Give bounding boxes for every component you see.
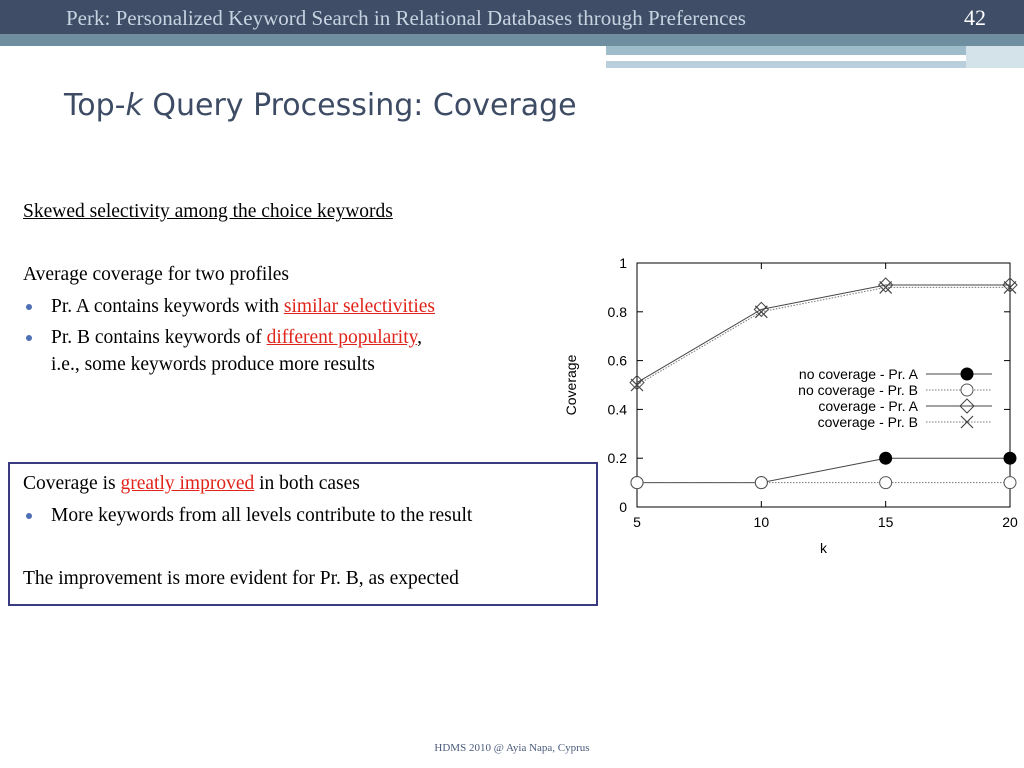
series-1-point <box>1004 452 1016 464</box>
x-tick-label: 15 <box>877 514 894 530</box>
header-accent-stripe-1 <box>606 46 966 55</box>
callout-bullet: More keywords from all levels contribute to the result <box>51 505 473 526</box>
bullet-dot <box>26 335 32 341</box>
slide-title-k: k <box>125 88 143 123</box>
x-tick-label: 10 <box>753 514 770 530</box>
series-2-point <box>1004 477 1016 489</box>
callout-line-1-start: Coverage is <box>23 473 121 494</box>
x-tick-label: 20 <box>1002 514 1018 530</box>
section-heading: Skewed selectivity among the choice keywords <box>23 201 393 222</box>
y-tick-label: 0.8 <box>607 303 627 320</box>
bullet-dot <box>26 513 32 519</box>
legend-label: no coverage - Pr. A <box>798 366 918 382</box>
bullet-profile-b-comma: , <box>417 327 422 348</box>
x-tick-label: 5 <box>633 514 641 530</box>
slide-title-prefix: Top- <box>64 88 126 123</box>
greatly-improved-highlight: greatly improved <box>120 473 255 494</box>
callout-line-1 <box>23 474 360 494</box>
bullet-profile-a-text: Pr. A contains keywords with <box>51 296 284 317</box>
bullet-profile-b <box>51 328 422 348</box>
callout-conclusion: The improvement is more evident for Pr. B, as expected <box>23 568 459 589</box>
callout-line-1-end: in both cases <box>254 473 360 494</box>
presentation-title: Perk: Personalized Keyword Search in Relational Databases through Preferences <box>66 6 746 30</box>
legend-label: no coverage - Pr. B <box>798 382 918 398</box>
series-2-point <box>755 477 767 489</box>
bullet-profile-b-continuation: i.e., some keywords produce more results <box>51 354 375 375</box>
slide-title-rest: Query Processing: Coverage <box>142 88 577 123</box>
y-tick-label: 1 <box>619 255 627 271</box>
different-popularity-highlight: different popularity <box>266 327 418 348</box>
header-accent-stripe-2 <box>606 61 966 68</box>
slide-title <box>64 88 577 123</box>
similar-selectivities-highlight: similar selectivities <box>283 296 436 317</box>
bullet-profile-a <box>51 297 435 317</box>
bullet-dot <box>26 304 32 310</box>
legend-label: coverage - Pr. A <box>818 398 918 414</box>
header-accent-band <box>0 34 1024 46</box>
y-tick-label: 0 <box>619 499 627 515</box>
profiles-intro: Average coverage for two profiles <box>23 264 290 285</box>
legend-label: coverage - Pr. B <box>817 414 918 430</box>
series-2-point <box>880 477 892 489</box>
legend-marker <box>961 384 973 396</box>
y-tick-label: 0.2 <box>607 450 627 467</box>
y-tick-label: 0.6 <box>607 352 627 369</box>
header-bar <box>0 0 1024 34</box>
y-axis-label: Coverage <box>563 354 579 416</box>
y-tick-label: 0.4 <box>607 401 627 418</box>
slide-number: 42 <box>964 5 986 30</box>
footer: HDMS 2010 @ Ayia Napa, Cyprus <box>434 742 590 754</box>
legend-marker <box>961 368 973 380</box>
header-accent-block <box>966 46 1024 68</box>
series-line-1 <box>637 458 1010 482</box>
series-2-point <box>631 477 643 489</box>
bullet-profile-b-text: Pr. B contains keywords of <box>51 327 267 348</box>
coverage-chart <box>556 248 1024 588</box>
series-1-point <box>880 452 892 464</box>
x-axis-label: k <box>820 540 827 556</box>
